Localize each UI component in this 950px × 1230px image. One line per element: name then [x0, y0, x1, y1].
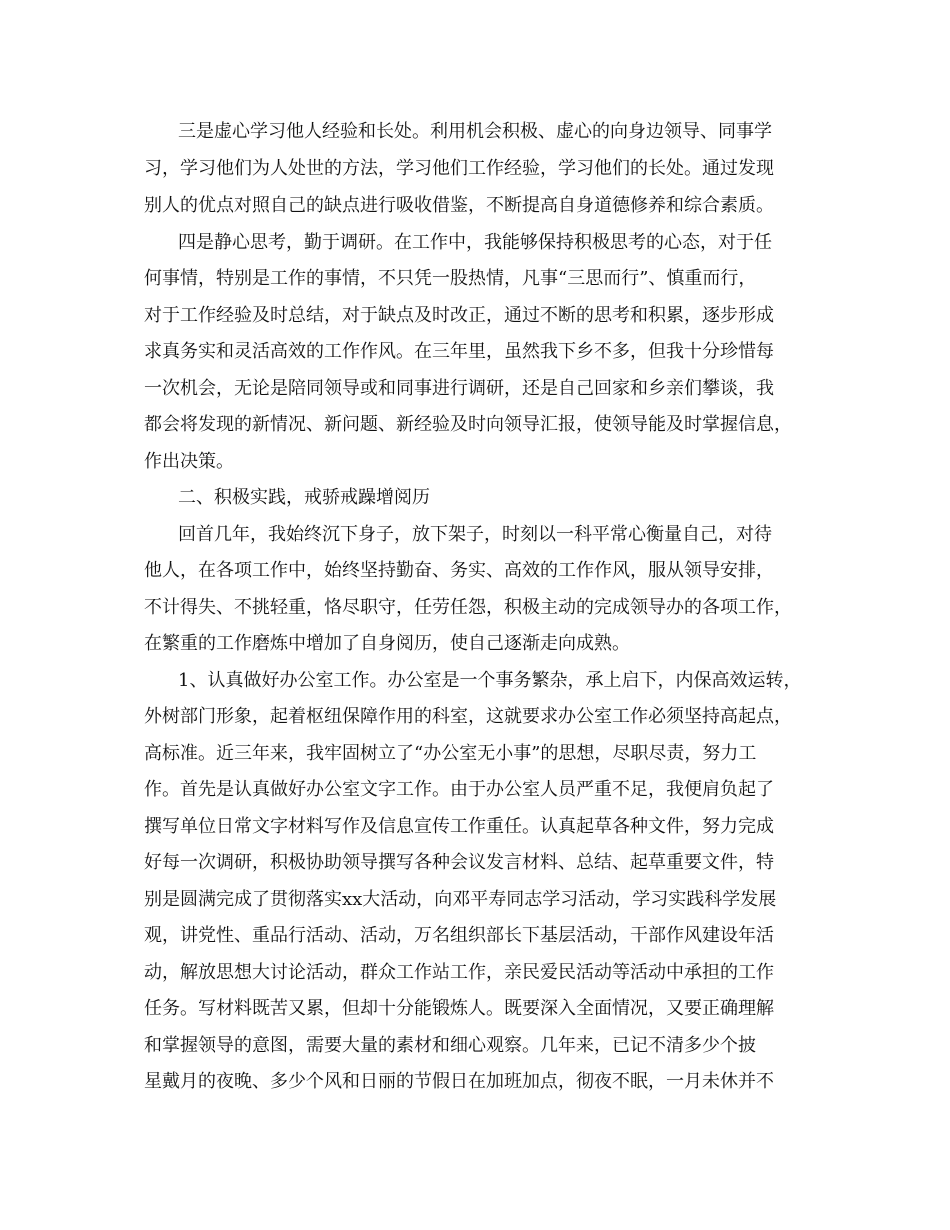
- text-line: 作。首先是认真做好办公室文字工作。由于办公室人员严重不足，我便肩负起了: [144, 779, 774, 800]
- text-line: 1、认真做好办公室工作。办公室是一个事务繁杂，承上启下，内保高效运转，: [178, 670, 802, 691]
- section-heading: 二、积极实践，戒骄戒躁增阅历: [178, 487, 430, 508]
- text-line: 外树部门形象，起着枢纽保障作用的科室，这就要求办公室工作必须坚持高起点，: [144, 706, 792, 727]
- text-line: 观，讲党性、重品行活动、活动，万名组织部长下基层活动，干部作风建设年活: [144, 925, 774, 946]
- text-line: 回首几年，我始终沉下身子，放下架子，时刻以一科平常心衡量自己，对待: [178, 524, 772, 545]
- text-line: 任务。写材料既苦又累，但却十分能锻炼人。既要深入全面情况，又要正确理解: [144, 998, 774, 1019]
- text-line: 别人的优点对照自己的缺点进行吸收借鉴，不断提高自身道德修养和综合素质。: [144, 195, 774, 216]
- text-line: 高标准。近三年来，我牢固树立了“办公室无小事”的思想，尽职尽责，努力工: [144, 743, 757, 764]
- text-line: 星戴月的夜晚、多少个风和日丽的节假日在加班加点，彻夜不眠，一月未休并不: [144, 1071, 774, 1092]
- text-line: 都会将发现的新情况、新问题、新经验及时向领导汇报，使领导能及时掌握信息，: [144, 414, 792, 435]
- text-line: 三是虚心学习他人经验和长处。利用机会积极、虚心的向身边领导、同事学: [178, 121, 772, 142]
- text-line: 对于工作经验及时总结，对于缺点及时改正，通过不断的思考和积累，逐步形成: [144, 305, 774, 326]
- text-line: 一次机会，无论是陪同领导或和同事进行调研，还是自己回家和乡亲们攀谈，我: [144, 378, 774, 399]
- text-line: 撰写单位日常文字材料写作及信息宣传工作重任。认真起草各种文件，努力完成: [144, 816, 774, 837]
- text-line: 不计得失、不挑轻重，恪尽职守，任劳任怨，积极主动的完成领导办的各项工作，: [144, 597, 792, 618]
- text-line: 习，学习他们为人处世的方法，学习他们工作经验，学习他们的长处。通过发现: [144, 158, 774, 179]
- text-line: 作出决策。: [144, 451, 234, 472]
- text-line: 求真务实和灵活高效的工作作风。在三年里，虽然我下乡不多，但我十分珍惜每: [144, 341, 774, 362]
- text-line: 好每一次调研，积极协助领导撰写各种会议发言材料、总结、起草重要文件，特: [144, 852, 774, 873]
- text-line: 和掌握领导的意图，需要大量的素材和细心观察。几年来，已记不清多少个披: [144, 1035, 756, 1056]
- text-line: 他人，在各项工作中，始终坚持勤奋、务实、高效的工作作风，服从领导安排，: [144, 560, 774, 581]
- text-line: 别是圆满完成了贯彻落实xx大活动，向邓平寿同志学习活动，学习实践科学发展: [144, 889, 777, 910]
- text-line: 四是静心思考，勤于调研。在工作中，我能够保持积极思考的心态，对于任: [178, 232, 772, 253]
- text-line: 在繁重的工作磨炼中增加了自身阅历，使自己逐渐走向成熟。: [144, 633, 630, 654]
- text-line: 动，解放思想大讨论活动，群众工作站工作，亲民爱民活动等活动中承担的工作: [144, 962, 774, 983]
- text-line: 何事情，特别是工作的事情，不只凭一股热情，凡事“三思而行”、慎重而行，: [144, 268, 757, 289]
